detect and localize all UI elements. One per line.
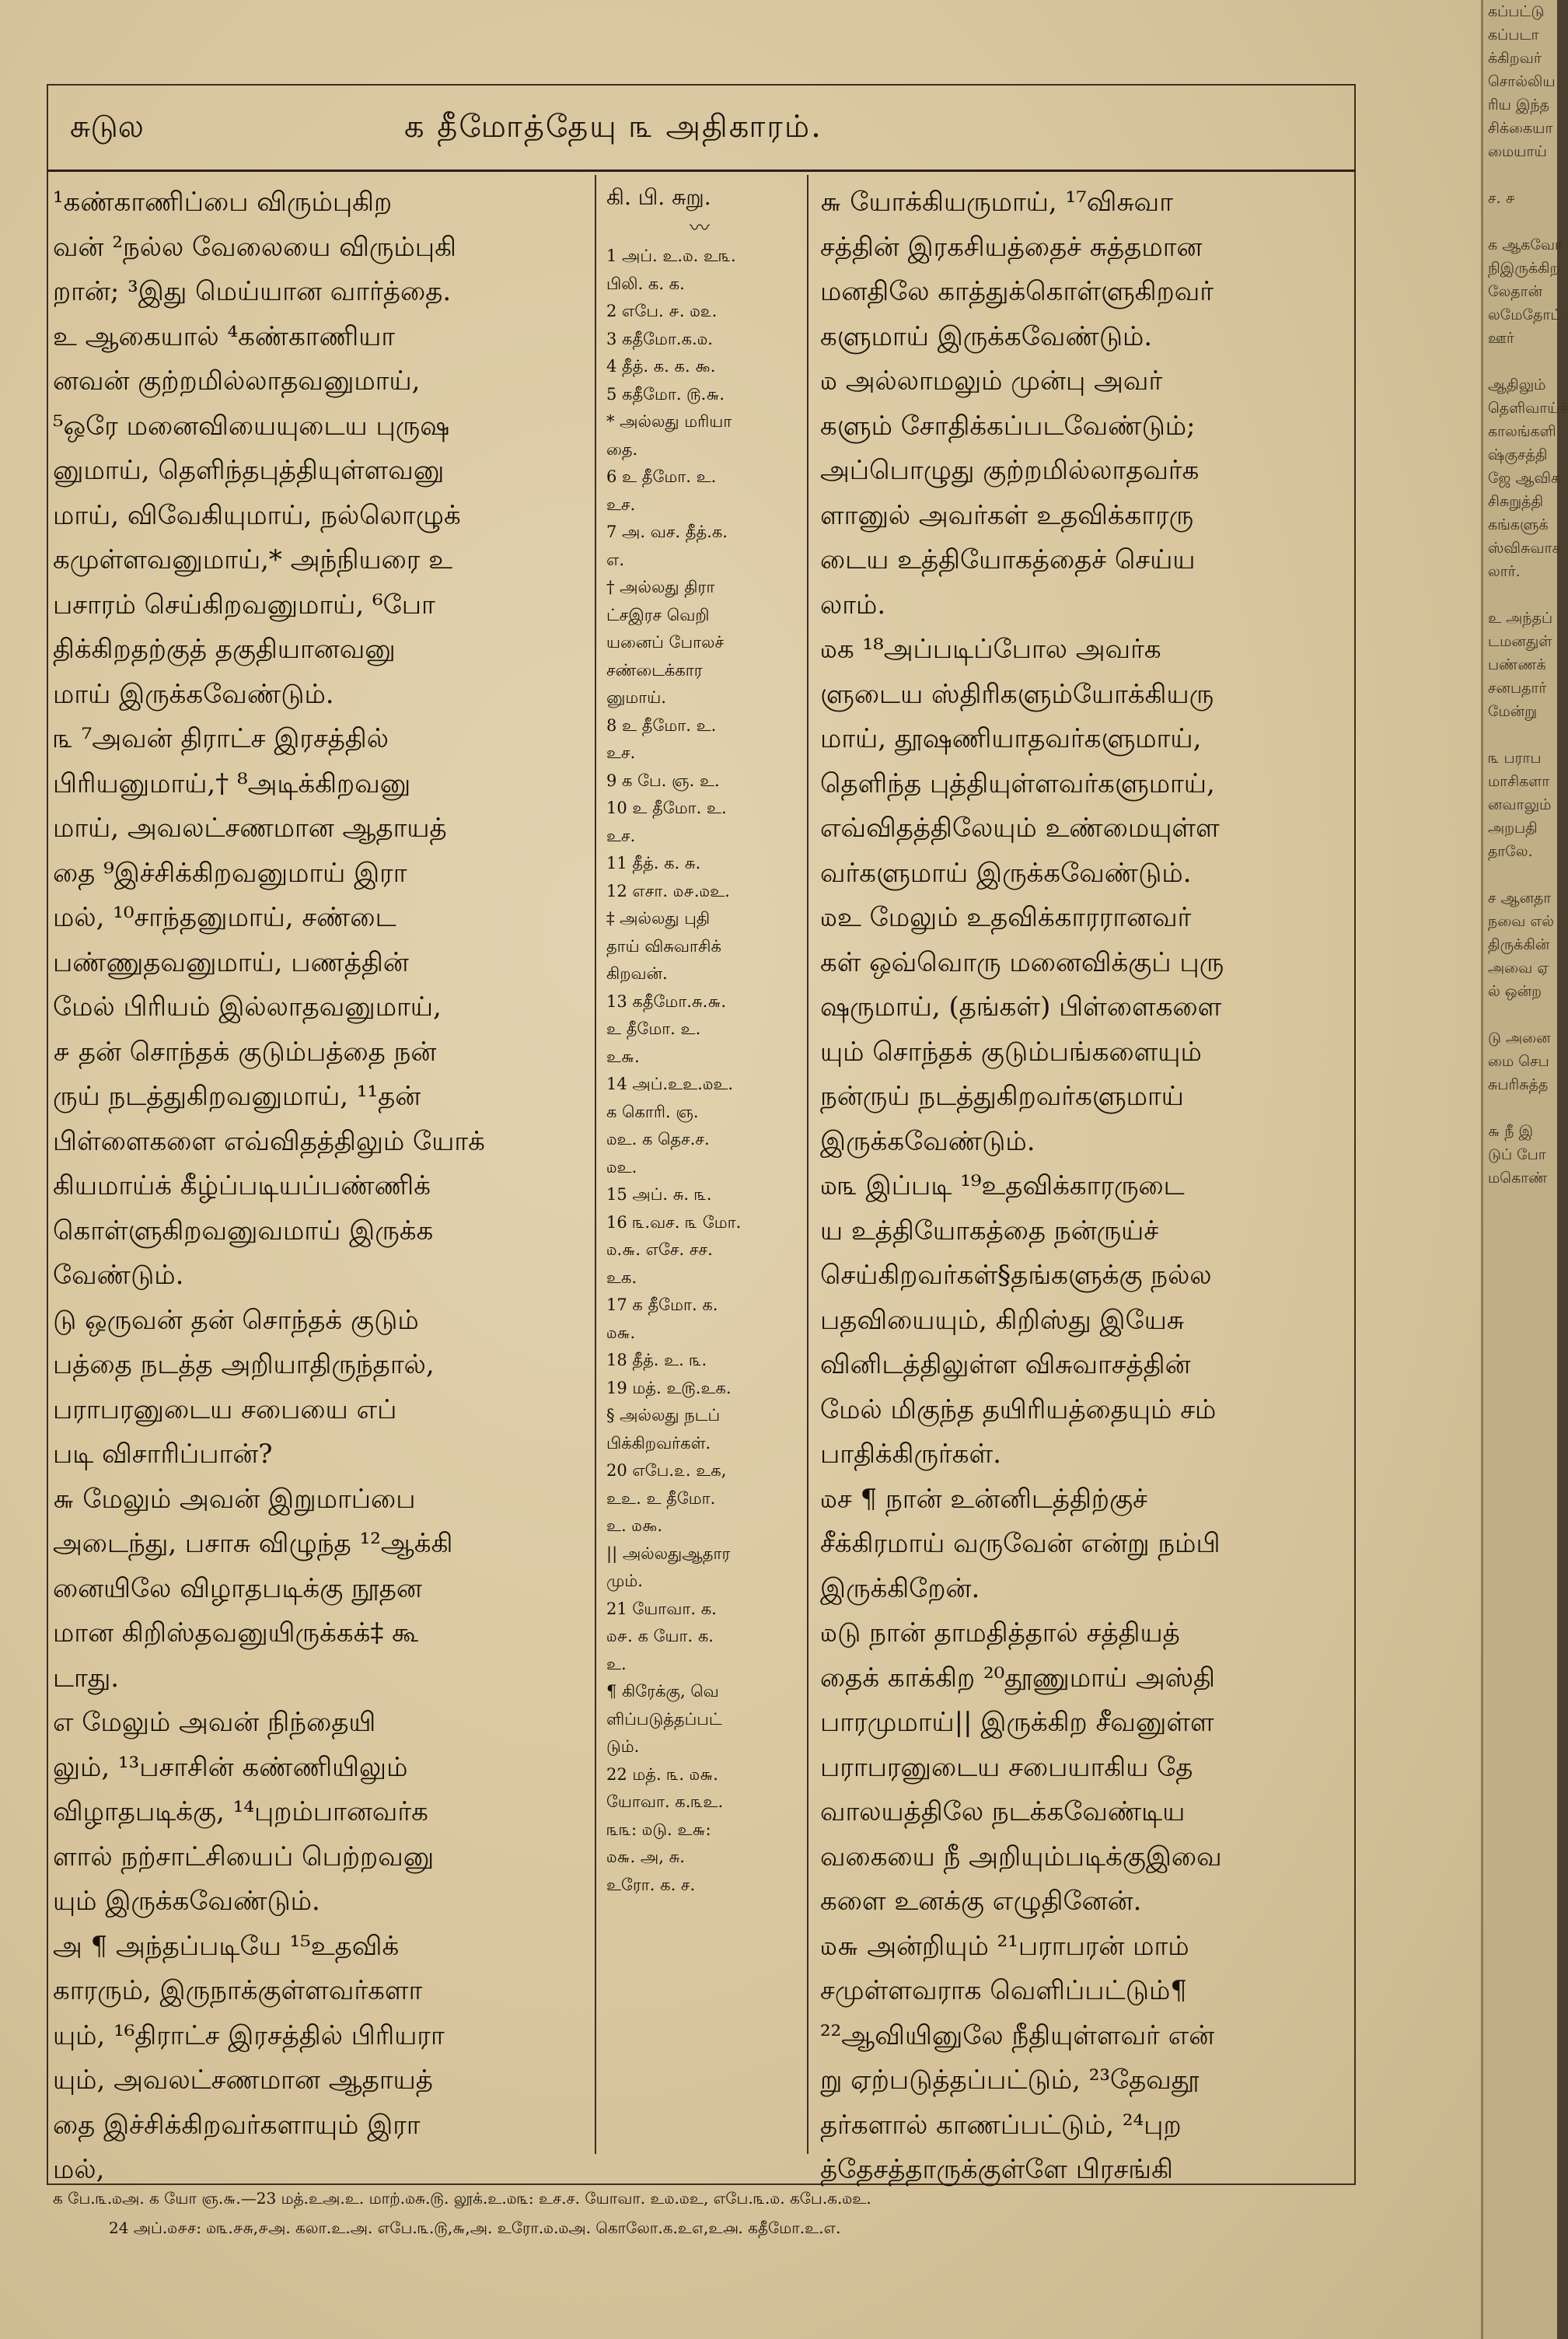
- verse-line: களும் சோதிக்கப்படவேண்டும்;: [820, 410, 1196, 442]
- cross-reference-line: உ. ௰௯.: [606, 1516, 663, 1535]
- verse-line: னுமாய், தெளிந்தபுத்தியுள்ளவனு: [53, 455, 445, 486]
- facing-page-fragment: நவை எல்: [1488, 913, 1554, 930]
- verse-line: தெளிந்த புத்தியுள்ளவர்களுமாய்,: [820, 767, 1215, 799]
- facing-page-fragment: னவாலும்: [1488, 796, 1552, 813]
- verse-line: ௩ ⁷அவன் திராட்ச இரசத்தில்: [53, 723, 389, 754]
- facing-page-fragment: தெளிவாய்ச்: [1488, 400, 1568, 417]
- right-text-column: [820, 180, 1349, 2185]
- cross-reference-heading: கி. பி. சுறு.: [606, 184, 711, 210]
- verse-line: வேண்டும்.: [53, 1260, 184, 1291]
- facing-page-fragment: ஷ்குசத்தி: [1488, 446, 1548, 463]
- facing-page-fragment: அறபதி: [1488, 820, 1538, 837]
- facing-page-fragment: பண்ணக்: [1488, 656, 1546, 673]
- verse-line: தைக் காக்கிற ²⁰தூணுமாய் அஸ்தி: [820, 1662, 1215, 1694]
- cross-reference-line: ௰௬. அ, சு.: [606, 1848, 685, 1866]
- verse-line: ௰ச ¶ நான் உன்னிடத்திற்குச்: [820, 1483, 1147, 1515]
- facing-page-fragment: டமனதுள்: [1488, 633, 1552, 650]
- cross-reference-line: உரோ. க. ச.: [606, 1875, 696, 1894]
- facing-page-fragment: சிசுறுத்தி: [1488, 493, 1544, 510]
- verse-line: விழாதபடிக்கு, ¹⁴புறம்பானவர்க: [53, 1796, 428, 1827]
- cross-reference-line: 15 அப். சு. ௩.: [606, 1185, 712, 1204]
- cross-reference-line: உச.: [606, 495, 636, 514]
- cross-reference-line: 16 ௩.வச. ௩ மோ.: [606, 1212, 742, 1232]
- facing-page-fragment: நிஇருக்கிற: [1488, 260, 1560, 277]
- verse-line: உ ஆகையால் ⁴கண்காணியா: [53, 320, 396, 352]
- facing-page-fragment: சனபதார்: [1488, 680, 1547, 697]
- cross-reference-line: பிலி. க. க.: [606, 274, 685, 293]
- verse-line: தர்களால் காணப்பட்டும், ²⁴புற: [820, 2109, 1182, 2141]
- verse-line: ளானுல் அவர்கள் உதவிக்காரரு: [820, 499, 1194, 531]
- facing-page-fragment: [1483, 583, 1557, 607]
- facing-page-fragment: கப்பட்டு: [1488, 3, 1545, 20]
- page-header: [47, 109, 1356, 156]
- facing-page-fragment: ரிய இந்த: [1488, 96, 1550, 114]
- cross-reference-line: பிக்கிறவர்கள்.: [606, 1433, 711, 1453]
- verse-line: தை ⁹இச்சிக்கிறவனுமாய் இரா: [53, 857, 407, 889]
- cross-reference-line: ௰௬.: [606, 1323, 636, 1342]
- verse-line: எவ்விதத்திலேயும் உண்மையுள்ள: [820, 813, 1220, 844]
- cross-reference-line: ளிப்படுத்தப்பட்: [606, 1709, 722, 1729]
- cross-reference-line: ‡ அல்லது புதி: [606, 909, 711, 928]
- verse-line: னையிலே விழாதபடிக்கு நூதன: [53, 1572, 422, 1604]
- verse-line: பராபரனுடைய சபையாகிய தே: [820, 1751, 1193, 1783]
- cross-reference-line: தை.: [606, 439, 638, 459]
- verse-line: வர்களுமாய் இருக்கவேண்டும்.: [820, 857, 1192, 889]
- verse-line: மான கிறிஸ்தவனுயிருக்கக்‡ கூ: [53, 1617, 419, 1648]
- verse-line: கியமாய்க் கீழ்ப்படியப்பண்ணிக்: [53, 1170, 431, 1201]
- column-divider-left: [595, 175, 596, 2154]
- footnote-line-2: 24 அப்.௰௪ச: ௰௩.௪சு,௪அ. கலா.உ.அ. எபே.௩.௫,௬,அ. உரோ.௰.௰அ. கொலோ.க.உ௭,உ௮. கதீமோ.உ.எ.: [109, 2218, 841, 2237]
- facing-page-fragment: சொல்லிய: [1488, 73, 1556, 90]
- cross-reference-line: 10 உ தீமோ. உ.: [606, 799, 727, 817]
- cross-reference-line: ௰௪. க யோ. க.: [606, 1627, 714, 1645]
- verse-line: மாய், அவலட்சணமான ஆதாயத்: [53, 813, 447, 844]
- facing-page-fragment: [1483, 350, 1557, 373]
- verse-line: ௰௩ இப்படி ¹⁹உதவிக்காரருடை: [820, 1170, 1185, 1201]
- verse-line: ருய் நடத்துகிறவனுமாய், ¹¹தன்: [53, 1081, 421, 1112]
- ornament-flourish: 〰: [689, 217, 710, 240]
- facing-page-fragment: [1483, 210, 1557, 233]
- verse-line: பசாரம் செய்கிறவனுமாய், ⁶போ: [53, 589, 435, 621]
- facing-page-fragment: ல் ஒன்ற: [1488, 983, 1542, 1000]
- facing-page-fragment: ஆதிலும்: [1488, 376, 1546, 393]
- facing-page-fragment: மேன்று: [1488, 703, 1538, 720]
- cross-reference-line: 11 தீத். க. சு.: [606, 854, 701, 872]
- facing-page-fragment: லமேதோட்: [1488, 306, 1563, 323]
- verse-line: ௰ அல்லாமலும் முன்பு அவர்: [820, 365, 1163, 397]
- cross-reference-line: 2 எபே. ௪. ௰௨.: [606, 302, 718, 320]
- facing-page-fragment: க ஆகவோ: [1488, 236, 1563, 253]
- verse-line: வன் ²நல்ல வேலையை விரும்புகி: [53, 231, 456, 263]
- facing-page-fragment: லார்.: [1488, 563, 1521, 580]
- cross-reference-line: * அல்லது மரியா: [606, 412, 732, 431]
- verse-line: சத்தின் இரகசியத்தைச் சுத்தமான: [820, 231, 1203, 263]
- verse-line: பிள்ளைகளை எவ்விதத்திலும் யோக்: [53, 1125, 485, 1157]
- facing-page-fragment: மாசிகளா: [1488, 773, 1550, 790]
- verse-line: வினிடத்திலுள்ள விசுவாசத்தின்: [820, 1349, 1191, 1380]
- verse-line: ௬ யோக்கியருமாய், ¹⁷விசுவா: [820, 187, 1173, 218]
- verse-line: ௬ மேலும் அவன் இறுமாப்பை: [53, 1483, 416, 1515]
- cross-reference-line: 12 எசா. ௰௪.௰உ.: [606, 881, 730, 900]
- column-divider-right: [807, 175, 808, 2154]
- verse-line: பதவியையும், கிறிஸ்து இயேசு: [820, 1304, 1185, 1336]
- cross-reference-line: || அல்லதுஆதார: [606, 1544, 731, 1563]
- verse-line: காரரும், இருநாக்குள்ளவர்களா: [53, 1975, 423, 2006]
- facing-page-fragment: ச ஆனதா: [1488, 890, 1552, 907]
- verse-line: மாய், விவேகியுமாய், நல்லொழுக்: [53, 499, 461, 531]
- verse-line: அ ¶ அந்தப்படியே ¹⁵உதவிக்: [53, 1930, 400, 1962]
- facing-page-fragment: [1483, 1096, 1557, 1120]
- verse-line: கொள்ளுகிறவனுவமாய் இருக்க: [53, 1215, 434, 1246]
- facing-page-fragment: ச. ௪: [1488, 190, 1515, 207]
- cross-reference-line: உக.: [606, 1267, 637, 1287]
- facing-page-fragment: க்கிறவர்: [1488, 50, 1542, 67]
- facing-page-fragment: மகொண்: [1488, 1170, 1548, 1187]
- facing-page-fragment: [1483, 1003, 1557, 1026]
- verse-line: ய உத்தியோகத்தை நன்ருய்ச்: [820, 1215, 1159, 1246]
- verse-line: மல், ¹⁰சாந்தனுமாய், சண்டை: [53, 902, 396, 933]
- facing-page-fragment: கங்களுக்: [1488, 516, 1549, 533]
- cross-reference-line: உ தீமோ. உ.: [606, 1019, 701, 1038]
- cross-reference-line: கிறவன்.: [606, 964, 668, 983]
- cross-reference-line: யோவா. க.௩உ.: [606, 1792, 724, 1811]
- verse-line: ⁵ஒரே மனைவியையுடைய புருஷ: [53, 410, 450, 442]
- verse-line: யும், அவலட்சணமான ஆதாயத்: [53, 2065, 433, 2096]
- verse-line: யும் சொந்தக் குடும்பங்களையும்: [820, 1036, 1202, 1068]
- cross-reference-line: 21 யோவா. க.: [606, 1599, 717, 1618]
- cross-reference-line: ௰உ. க தெச.ச.: [606, 1130, 710, 1149]
- verse-line: இருக்கிறேன்.: [820, 1572, 980, 1604]
- running-head: க தீமோத்தேயு ௩ அதிகாரம்.: [404, 109, 822, 145]
- verse-line: ௪ தன் சொந்தக் குடும்பத்தை நன்: [53, 1036, 437, 1068]
- verse-line: திக்கிறதற்குத் தகுதியானவனு: [53, 634, 396, 665]
- verse-line: றான்; ³இது மெய்யான வார்த்தை.: [53, 276, 452, 307]
- verse-line: ¹கண்காணிப்பை விரும்புகிற: [53, 187, 393, 218]
- verse-line: சீக்கிரமாய் வருவேன் என்று நம்பி: [820, 1528, 1221, 1559]
- facing-page-fragment: [1483, 163, 1557, 187]
- cross-reference-line: § அல்லது நடப்: [606, 1406, 721, 1425]
- facing-page-fragment: [1483, 863, 1557, 886]
- verse-line: அப்பொழுது குற்றமில்லாதவர்க: [820, 455, 1200, 486]
- cross-reference-line: 1 அப். உ.௰. உ௩.: [606, 246, 736, 265]
- facing-page-fragment: மையாய்: [1488, 143, 1547, 160]
- verse-line: ²²ஆவியினுலே நீதியுள்ளவர் என்: [820, 2019, 1215, 2051]
- cross-reference-line: † அல்லது திரா: [606, 578, 715, 596]
- facing-page-edge: [1481, 0, 1568, 2339]
- verse-line: த்தேசத்தாருக்குள்ளே பிரசங்கி: [820, 2154, 1173, 2185]
- verse-line: டு ஒருவன் தன் சொந்தக் குடும்: [53, 1304, 419, 1336]
- verse-line: பாதிக்கிருர்கள்.: [820, 1439, 1002, 1470]
- verse-line: சமுள்ளவராக வெளிப்பட்டும்¶: [820, 1975, 1187, 2006]
- verse-line: மேல் மிகுந்த தயிரியத்தையும் சம்: [820, 1393, 1217, 1425]
- verse-line: பாரமுமாய்|| இருக்கிற சீவனுள்ள: [820, 1707, 1214, 1738]
- facing-page-fragment: உ அந்தப்: [1488, 610, 1553, 627]
- cross-reference-line: மும்.: [606, 1572, 643, 1590]
- cross-reference-line: 7 அ. வச. தீத்.க.: [606, 523, 728, 541]
- verse-line: டைய உத்தியோகத்தைச் செய்ய: [820, 544, 1196, 575]
- facing-page-fragment: ஜே ஆவிக: [1488, 470, 1561, 487]
- verse-line: இருக்கவேண்டும்.: [820, 1125, 1035, 1157]
- cross-reference-line: 5 கதீமோ. ௫.௬.: [606, 384, 725, 404]
- verse-line: ளுடைய ஸ்திரிகளும்யோக்கியரு: [820, 678, 1214, 710]
- verse-line: களை உனக்கு எழுதினேன்.: [820, 1886, 1142, 1917]
- cross-reference-line: உ௬.: [606, 1047, 640, 1066]
- verse-line: நன்ருய் நடத்துகிறவர்களுமாய்: [820, 1081, 1184, 1112]
- facing-page-fragment: கப்படா: [1488, 26, 1539, 44]
- verse-line: பண்ணுதவனுமாய், பணத்தின்: [53, 946, 409, 978]
- facing-page-fragment: சுபரிசுத்த: [1488, 1076, 1549, 1093]
- verse-line: ஷருமாய், (தங்கள்) பிள்ளைகளை: [820, 991, 1222, 1023]
- verse-line: எ மேலும் அவன் நிந்தையி: [53, 1707, 376, 1738]
- verse-line: மேல் பிரியம் இல்லாதவனுமாய்,: [53, 991, 442, 1023]
- facing-page-fragment: ஊர்: [1488, 330, 1514, 347]
- verse-line: செய்கிறவர்கள்§தங்களுக்கு நல்ல: [820, 1260, 1212, 1291]
- cross-reference-line: யனைப் போலச்: [606, 633, 725, 652]
- facing-page-fragment: டுப் போ: [1488, 1146, 1546, 1163]
- cross-reference-line: ௰உ.: [606, 1157, 637, 1176]
- verse-line: கமுள்ளவனுமாய்,* அந்நியரை உ: [53, 544, 453, 575]
- verse-line: டாது.: [53, 1662, 120, 1694]
- verse-line: படி விசாரிப்பான்?: [53, 1439, 273, 1470]
- facing-page-fragment: டு அனை: [1488, 1030, 1551, 1047]
- cross-reference-line: 22 மத். ௩. ௰௬.: [606, 1764, 718, 1784]
- cross-reference-line: ட்சஇரச வெறி: [606, 605, 710, 624]
- facing-page-fragment: ௬ நீ இ: [1488, 1123, 1534, 1140]
- verse-line: வாலயத்திலே நடக்கவேண்டிய: [820, 1796, 1186, 1827]
- cross-reference-line: னுமாய்.: [606, 688, 666, 707]
- cross-reference-line: ¶ கிரேக்கு, வெ: [606, 1682, 719, 1701]
- facing-page-fragment: லேதான்: [1488, 283, 1542, 300]
- verse-line: வகையை நீ அறியும்படிக்குஇவை: [820, 1841, 1222, 1872]
- cross-reference-line: ௰.௬. எசே. சச.: [606, 1240, 713, 1259]
- verse-line: மாய், தூஷணியாதவர்களுமாய்,: [820, 723, 1202, 754]
- verse-line: மல்,: [53, 2154, 105, 2185]
- verse-line: மனதிலே காத்துக்கொள்ளுகிறவர்: [820, 276, 1214, 307]
- verse-line: பத்தை நடத்த அறியாதிருந்தால்,: [53, 1349, 435, 1380]
- cross-reference-line: 14 அப்.உஉ.௰உ.: [606, 1075, 734, 1093]
- verse-line: ளால் நற்சாட்சியைப் பெற்றவனு: [53, 1841, 435, 1872]
- cross-reference-line: உச.: [606, 826, 636, 845]
- verse-line: னவன் குற்றமில்லாதவனுமாய்,: [53, 365, 421, 397]
- verse-line: பிரியனுமாய்,† ⁸அடிக்கிறவனு: [53, 767, 411, 799]
- verse-line: ௰௬ அன்றியும் ²¹பராபரன் மாம்: [820, 1930, 1189, 1962]
- cross-reference-line: 9 க பே. ஞ. உ.: [606, 771, 720, 790]
- cross-reference-line: உஉ. உ தீமோ.: [606, 1488, 716, 1508]
- cross-reference-line: ௩௩: ௰டு. உ௬:: [606, 1820, 711, 1839]
- cross-reference-line: 3 கதீமோ.க.௰.: [606, 329, 713, 348]
- cross-reference-line: 13 கதீமோ.சு.௬.: [606, 991, 727, 1011]
- verse-line: அடைந்து, பசாசு விழுந்த ¹²ஆக்கி: [53, 1528, 453, 1559]
- cross-reference-column: [606, 180, 793, 2140]
- verse-line: களுமாய் இருக்கவேண்டும்.: [820, 320, 1153, 352]
- footnote-line-1: க பே.௩.௰அ. க யோ ஞ.௬.—23 மத்.உஅ.உ. மாற்.௰சு.௫. லூக்.உ.௰௩: உச.ச. யோவா. உ௰.௰உ, எபே.௩.௰. கபே.க.௰உ.: [53, 2189, 871, 2208]
- verse-line: லும், ¹³பசாசின் கண்ணியிலும்: [53, 1751, 408, 1783]
- cross-reference-line: 6 உ தீமோ. உ.: [606, 467, 717, 486]
- left-text-column: [53, 180, 581, 2185]
- facing-page-fragment: தாலே.: [1488, 843, 1533, 860]
- cross-reference-line: உ.: [606, 1654, 627, 1673]
- verse-line: தை இச்சிக்கிறவர்களாயும் இரா: [53, 2109, 421, 2141]
- verse-line: ௰உ மேலும் உதவிக்காரரானவர்: [820, 902, 1192, 933]
- verse-line: பராபரனுடைய சபையை எப்: [53, 1393, 397, 1425]
- cross-reference-line: 4 தீத். க. க. ௯.: [606, 357, 716, 376]
- cross-reference-line: 8 உ தீமோ. உ.: [606, 715, 717, 735]
- header-rule: [47, 170, 1356, 172]
- cross-reference-line: டும்.: [606, 1737, 640, 1756]
- facing-page-fragment: காலங்களி: [1488, 423, 1556, 440]
- verse-line: லாம்.: [820, 589, 886, 621]
- cross-reference-line: 19 மத். உ௫.உக.: [606, 1378, 732, 1397]
- verse-line: று ஏற்படுத்தப்பட்டும், ²³தேவதூ: [820, 2065, 1200, 2096]
- page-number: சுடுல: [70, 109, 144, 145]
- verse-line: மாய் இருக்கவேண்டும்.: [53, 678, 334, 710]
- facing-page-fragment: அவை ஏ: [1488, 960, 1549, 977]
- facing-page-fragment: மை செப: [1488, 1053, 1549, 1070]
- facing-page-fragment: திருக்கின்: [1488, 936, 1550, 953]
- cross-reference-line: க கொரி. ஞ.: [606, 1102, 699, 1121]
- verse-line: கள் ஒவ்வொரு மனைவிக்குப் புரு: [820, 946, 1224, 978]
- cross-reference-line: எ.: [606, 550, 625, 569]
- verse-line: யும் இருக்கவேண்டும்.: [53, 1886, 320, 1917]
- cross-reference-line: 17 க தீமோ. க.: [606, 1295, 718, 1314]
- facing-page-fragment: ஸ்விசுவாச: [1488, 540, 1561, 557]
- facing-page-fragment: சிக்கையா: [1488, 120, 1553, 137]
- verse-line: ௰க ¹⁸அப்படிப்போல அவர்க: [820, 634, 1161, 665]
- cross-reference-line: 20 எபே.௨. உக,: [606, 1461, 727, 1480]
- cross-reference-line: தாய் விசுவாசிக்: [606, 936, 721, 956]
- cross-reference-line: உச.: [606, 743, 636, 762]
- cross-reference-line: 18 தீத். உ. ௩.: [606, 1351, 707, 1369]
- verse-line: யும், ¹⁶திராட்ச இரசத்தில் பிரியரா: [53, 2019, 445, 2051]
- cross-reference-line: சண்டைக்கார: [606, 660, 703, 680]
- facing-page-fragment: [1483, 723, 1557, 746]
- verse-line: ௰டு நான் தாமதித்தால் சத்தியத்: [820, 1617, 1180, 1648]
- facing-page-fragment: ௩ பராப: [1488, 750, 1542, 767]
